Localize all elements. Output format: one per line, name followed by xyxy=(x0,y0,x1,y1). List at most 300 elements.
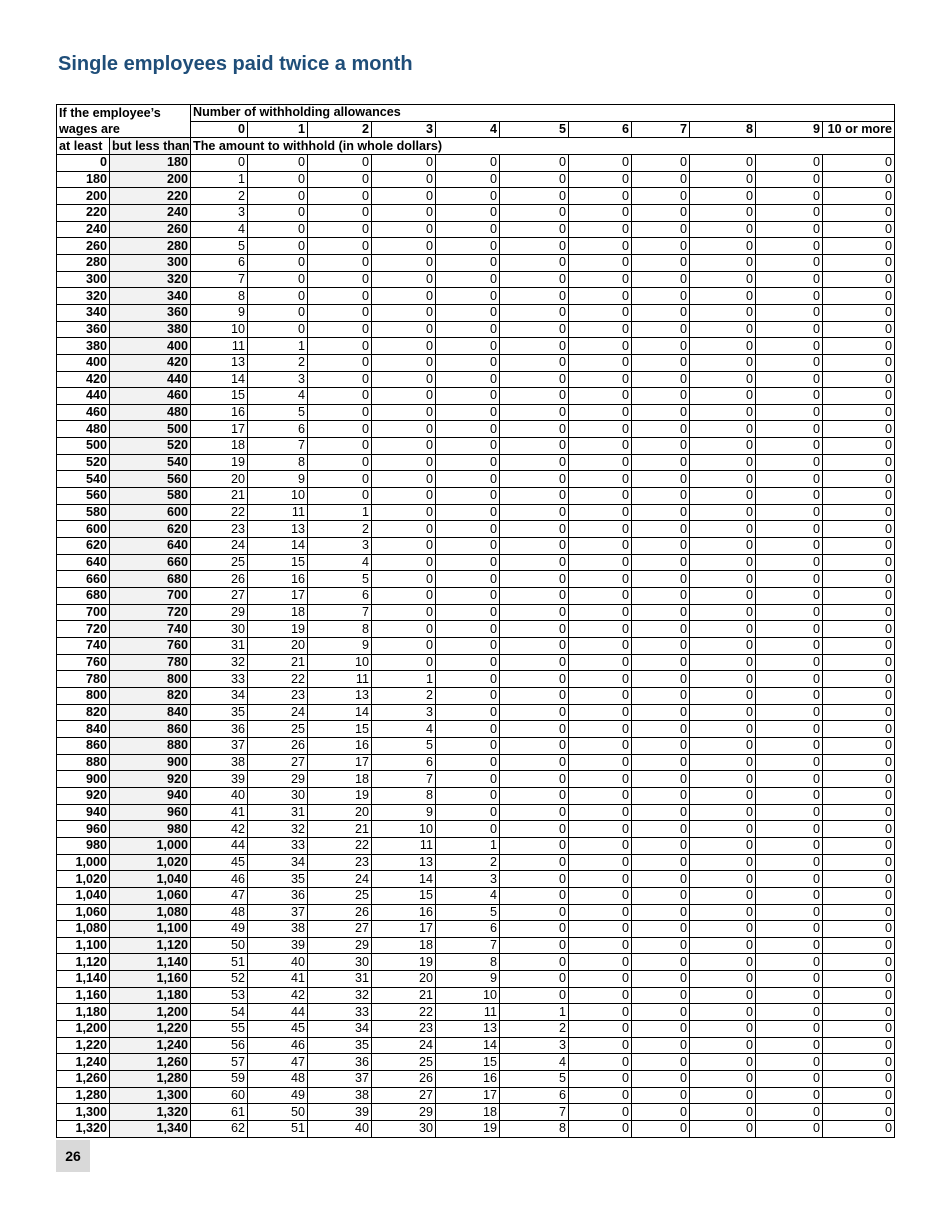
withholding-amount-cell: 0 xyxy=(690,971,756,988)
withholding-amount-cell: 0 xyxy=(690,171,756,188)
withholding-amount-cell: 0 xyxy=(756,254,823,271)
withholding-amount-cell: 0 xyxy=(569,1071,632,1088)
withholding-amount-cell: 0 xyxy=(436,754,500,771)
withholding-amount-cell: 6 xyxy=(436,921,500,938)
withholding-amount-cell: 39 xyxy=(308,1104,372,1121)
withholding-amount-cell: 0 xyxy=(569,171,632,188)
withholding-amount-cell: 0 xyxy=(823,1121,895,1138)
withholding-amount-cell: 0 xyxy=(690,1004,756,1021)
withholding-amount-cell: 36 xyxy=(248,887,308,904)
withholding-amount-cell: 0 xyxy=(690,271,756,288)
withholding-amount-cell: 0 xyxy=(500,854,569,871)
wage-less-than-cell: 300 xyxy=(110,254,191,271)
withholding-amount-cell: 38 xyxy=(248,921,308,938)
withholding-amount-cell: 0 xyxy=(690,554,756,571)
withholding-amount-cell: 7 xyxy=(248,438,308,455)
wage-at-least-cell: 1,200 xyxy=(57,1021,110,1038)
withholding-amount-cell: 47 xyxy=(191,887,248,904)
withholding-amount-cell: 0 xyxy=(632,937,690,954)
withholding-amount-cell: 0 xyxy=(756,771,823,788)
allowances-header: Number of withholding allowances xyxy=(191,105,895,122)
withholding-amount-cell: 0 xyxy=(248,188,308,205)
withholding-amount-cell: 17 xyxy=(191,421,248,438)
withholding-amount-cell: 2 xyxy=(248,354,308,371)
withholding-amount-cell: 36 xyxy=(308,1054,372,1071)
withholding-amount-cell: 25 xyxy=(372,1054,436,1071)
withholding-amount-cell: 13 xyxy=(372,854,436,871)
withholding-amount-cell: 0 xyxy=(823,204,895,221)
withholding-amount-cell: 9 xyxy=(436,971,500,988)
withholding-amount-cell: 0 xyxy=(569,571,632,588)
wage-at-least-cell: 440 xyxy=(57,388,110,405)
withholding-amount-cell: 21 xyxy=(372,987,436,1004)
withholding-amount-cell: 0 xyxy=(632,737,690,754)
withholding-amount-cell: 0 xyxy=(569,238,632,255)
withholding-amount-cell: 0 xyxy=(823,1037,895,1054)
withholding-amount-cell: 0 xyxy=(690,421,756,438)
withholding-amount-cell: 0 xyxy=(308,254,372,271)
withholding-amount-cell: 16 xyxy=(308,737,372,754)
withholding-amount-cell: 0 xyxy=(569,954,632,971)
withholding-amount-cell: 0 xyxy=(632,538,690,555)
withholding-amount-cell: 0 xyxy=(823,1021,895,1038)
withholding-amount-cell: 42 xyxy=(191,821,248,838)
amount-header: The amount to withhold (in whole dollars) xyxy=(191,138,895,155)
wage-at-least-cell: 180 xyxy=(57,171,110,188)
withholding-amount-cell: 17 xyxy=(248,588,308,605)
allowance-col-header: 9 xyxy=(756,121,823,138)
withholding-amount-cell: 0 xyxy=(372,304,436,321)
wage-at-least-cell: 480 xyxy=(57,421,110,438)
withholding-amount-cell: 0 xyxy=(632,154,690,171)
allowance-col-header: 4 xyxy=(436,121,500,138)
withholding-amount-cell: 6 xyxy=(248,421,308,438)
wage-less-than-cell: 240 xyxy=(110,204,191,221)
withholding-amount-cell: 0 xyxy=(823,621,895,638)
withholding-amount-cell: 0 xyxy=(756,438,823,455)
withholding-amount-cell: 0 xyxy=(436,737,500,754)
withholding-amount-cell: 0 xyxy=(569,604,632,621)
withholding-amount-cell: 7 xyxy=(500,1104,569,1121)
table-row xyxy=(57,1021,895,1038)
wage-less-than-cell: 1,040 xyxy=(110,871,191,888)
withholding-amount-cell: 0 xyxy=(632,1037,690,1054)
withholding-amount-cell: 0 xyxy=(632,704,690,721)
withholding-amount-cell: 0 xyxy=(500,654,569,671)
withholding-amount-cell: 4 xyxy=(500,1054,569,1071)
withholding-amount-cell: 0 xyxy=(632,171,690,188)
withholding-amount-cell: 33 xyxy=(248,837,308,854)
withholding-amount-cell: 44 xyxy=(248,1004,308,1021)
withholding-amount-cell: 0 xyxy=(690,954,756,971)
withholding-amount-cell: 3 xyxy=(500,1037,569,1054)
withholding-amount-cell: 0 xyxy=(823,438,895,455)
withholding-amount-cell: 0 xyxy=(823,421,895,438)
withholding-amount-cell: 0 xyxy=(372,238,436,255)
withholding-amount-cell: 25 xyxy=(248,721,308,738)
withholding-amount-cell: 0 xyxy=(823,471,895,488)
withholding-amount-cell: 0 xyxy=(632,671,690,688)
withholding-amount-cell: 0 xyxy=(690,254,756,271)
withholding-amount-cell: 0 xyxy=(690,621,756,638)
withholding-amount-cell: 13 xyxy=(436,1021,500,1038)
withholding-amount-cell: 0 xyxy=(690,354,756,371)
withholding-amount-cell: 0 xyxy=(500,238,569,255)
withholding-amount-cell: 0 xyxy=(756,521,823,538)
withholding-amount-cell: 0 xyxy=(500,971,569,988)
withholding-amount-cell: 14 xyxy=(372,871,436,888)
withholding-amount-cell: 0 xyxy=(500,221,569,238)
header-row-2 xyxy=(57,121,895,138)
withholding-amount-cell: 0 xyxy=(823,554,895,571)
allowance-col-header: 3 xyxy=(372,121,436,138)
withholding-amount-cell: 0 xyxy=(500,837,569,854)
withholding-amount-cell: 0 xyxy=(436,721,500,738)
allowance-col-header: 1 xyxy=(248,121,308,138)
withholding-amount-cell: 10 xyxy=(436,987,500,1004)
withholding-amount-cell: 0 xyxy=(569,671,632,688)
withholding-amount-cell: 57 xyxy=(191,1054,248,1071)
withholding-amount-cell: 0 xyxy=(690,1071,756,1088)
withholding-amount-cell: 0 xyxy=(756,1071,823,1088)
withholding-amount-cell: 0 xyxy=(823,221,895,238)
withholding-amount-cell: 0 xyxy=(690,987,756,1004)
withholding-amount-cell: 5 xyxy=(308,571,372,588)
withholding-amount-cell: 0 xyxy=(500,421,569,438)
withholding-amount-cell: 0 xyxy=(823,704,895,721)
withholding-amount-cell: 0 xyxy=(690,304,756,321)
wage-at-least-cell: 540 xyxy=(57,471,110,488)
withholding-amount-cell: 45 xyxy=(191,854,248,871)
withholding-amount-cell: 0 xyxy=(823,304,895,321)
withholding-amount-cell: 31 xyxy=(248,804,308,821)
table-row xyxy=(57,887,895,904)
withholding-amount-cell: 0 xyxy=(690,221,756,238)
withholding-amount-cell: 15 xyxy=(372,887,436,904)
withholding-amount-cell: 0 xyxy=(690,471,756,488)
withholding-amount-cell: 0 xyxy=(372,538,436,555)
withholding-amount-cell: 20 xyxy=(191,471,248,488)
withholding-amount-cell: 0 xyxy=(569,654,632,671)
withholding-amount-cell: 9 xyxy=(308,638,372,655)
withholding-amount-cell: 0 xyxy=(308,338,372,355)
wage-less-than-cell: 880 xyxy=(110,737,191,754)
withholding-amount-cell: 38 xyxy=(308,1087,372,1104)
withholding-amount-cell: 0 xyxy=(372,471,436,488)
withholding-amount-cell: 0 xyxy=(500,154,569,171)
withholding-amount-cell: 0 xyxy=(690,1021,756,1038)
withholding-amount-cell: 1 xyxy=(191,171,248,188)
but-less-than-header: but less than xyxy=(110,138,191,155)
wage-less-than-cell: 260 xyxy=(110,221,191,238)
wage-at-least-cell: 1,000 xyxy=(57,854,110,871)
withholding-amount-cell: 0 xyxy=(436,271,500,288)
withholding-amount-cell: 0 xyxy=(436,604,500,621)
withholding-amount-cell: 0 xyxy=(756,571,823,588)
withholding-amount-cell: 0 xyxy=(690,538,756,555)
withholding-amount-cell: 0 xyxy=(756,937,823,954)
withholding-amount-cell: 0 xyxy=(632,354,690,371)
withholding-amount-cell: 37 xyxy=(191,737,248,754)
withholding-amount-cell: 0 xyxy=(632,1121,690,1138)
withholding-amount-cell: 0 xyxy=(500,954,569,971)
withholding-amount-cell: 5 xyxy=(372,737,436,754)
withholding-amount-cell: 25 xyxy=(191,554,248,571)
withholding-amount-cell: 0 xyxy=(436,204,500,221)
withholding-amount-cell: 0 xyxy=(569,737,632,754)
wage-less-than-cell: 180 xyxy=(110,154,191,171)
withholding-amount-cell: 0 xyxy=(569,971,632,988)
withholding-amount-cell: 3 xyxy=(372,704,436,721)
table-row xyxy=(57,804,895,821)
withholding-amount-cell: 0 xyxy=(690,521,756,538)
withholding-amount-cell: 0 xyxy=(372,604,436,621)
withholding-amount-cell: 0 xyxy=(500,771,569,788)
wage-less-than-cell: 740 xyxy=(110,621,191,638)
withholding-amount-cell: 11 xyxy=(436,1004,500,1021)
wage-at-least-cell: 980 xyxy=(57,837,110,854)
withholding-amount-cell: 0 xyxy=(756,804,823,821)
withholding-amount-cell: 2 xyxy=(372,687,436,704)
withholding-amount-cell: 0 xyxy=(569,371,632,388)
withholding-amount-cell: 0 xyxy=(569,704,632,721)
withholding-amount-cell: 0 xyxy=(500,604,569,621)
withholding-amount-cell: 0 xyxy=(569,887,632,904)
withholding-amount-cell: 0 xyxy=(632,304,690,321)
withholding-amount-cell: 2 xyxy=(436,854,500,871)
withholding-amount-cell: 0 xyxy=(569,754,632,771)
withholding-amount-cell: 32 xyxy=(308,987,372,1004)
withholding-amount-cell: 39 xyxy=(248,937,308,954)
withholding-amount-cell: 0 xyxy=(823,971,895,988)
table-row xyxy=(57,188,895,205)
withholding-amount-cell: 0 xyxy=(569,721,632,738)
wage-less-than-cell: 500 xyxy=(110,421,191,438)
wage-at-least-cell: 700 xyxy=(57,604,110,621)
withholding-amount-cell: 0 xyxy=(632,204,690,221)
table-header xyxy=(57,105,895,155)
withholding-amount-cell: 3 xyxy=(436,871,500,888)
withholding-amount-cell: 0 xyxy=(436,304,500,321)
withholding-amount-cell: 0 xyxy=(823,354,895,371)
withholding-amount-cell: 0 xyxy=(756,1037,823,1054)
withholding-amount-cell: 3 xyxy=(248,371,308,388)
wage-at-least-cell: 1,140 xyxy=(57,971,110,988)
wage-at-least-cell: 1,320 xyxy=(57,1121,110,1138)
withholding-amount-cell: 0 xyxy=(436,821,500,838)
withholding-amount-cell: 0 xyxy=(372,504,436,521)
withholding-amount-cell: 0 xyxy=(569,687,632,704)
withholding-amount-cell: 8 xyxy=(248,454,308,471)
wage-at-least-cell: 600 xyxy=(57,521,110,538)
withholding-amount-cell: 0 xyxy=(569,854,632,871)
withholding-amount-cell: 0 xyxy=(569,588,632,605)
withholding-amount-cell: 0 xyxy=(632,787,690,804)
withholding-amount-cell: 0 xyxy=(756,154,823,171)
wage-at-least-cell: 560 xyxy=(57,488,110,505)
withholding-amount-cell: 0 xyxy=(308,154,372,171)
withholding-amount-cell: 8 xyxy=(191,288,248,305)
withholding-amount-cell: 0 xyxy=(500,721,569,738)
wage-at-least-cell: 1,160 xyxy=(57,987,110,1004)
table-row xyxy=(57,154,895,171)
withholding-amount-cell: 0 xyxy=(569,154,632,171)
withholding-amount-cell: 0 xyxy=(823,488,895,505)
withholding-amount-cell: 0 xyxy=(500,687,569,704)
withholding-amount-cell: 0 xyxy=(569,1037,632,1054)
withholding-amount-cell: 0 xyxy=(436,171,500,188)
wage-at-least-cell: 0 xyxy=(57,154,110,171)
withholding-amount-cell: 0 xyxy=(632,904,690,921)
withholding-amount-cell: 21 xyxy=(191,488,248,505)
withholding-amount-cell: 0 xyxy=(823,404,895,421)
withholding-amount-cell: 0 xyxy=(500,504,569,521)
withholding-amount-cell: 0 xyxy=(756,721,823,738)
withholding-amount-cell: 0 xyxy=(632,471,690,488)
withholding-amount-cell: 0 xyxy=(500,171,569,188)
withholding-amount-cell: 0 xyxy=(690,754,756,771)
withholding-amount-cell: 0 xyxy=(500,354,569,371)
withholding-amount-cell: 0 xyxy=(436,221,500,238)
wage-at-least-cell: 340 xyxy=(57,304,110,321)
withholding-amount-cell: 0 xyxy=(632,1021,690,1038)
withholding-amount-cell: 0 xyxy=(756,221,823,238)
withholding-amount-cell: 0 xyxy=(756,638,823,655)
withholding-amount-cell: 0 xyxy=(823,638,895,655)
withholding-amount-cell: 0 xyxy=(632,687,690,704)
withholding-amount-cell: 0 xyxy=(756,538,823,555)
withholding-amount-cell: 0 xyxy=(436,371,500,388)
withholding-amount-cell: 0 xyxy=(756,238,823,255)
wage-at-least-cell: 860 xyxy=(57,737,110,754)
withholding-amount-cell: 0 xyxy=(756,371,823,388)
withholding-amount-cell: 0 xyxy=(632,837,690,854)
withholding-amount-cell: 0 xyxy=(823,454,895,471)
wages-header-line2: wages are xyxy=(57,121,191,138)
withholding-amount-cell: 0 xyxy=(500,671,569,688)
wage-less-than-cell: 420 xyxy=(110,354,191,371)
withholding-amount-cell: 18 xyxy=(248,604,308,621)
wage-at-least-cell: 280 xyxy=(57,254,110,271)
table-row xyxy=(57,771,895,788)
withholding-amount-cell: 41 xyxy=(191,804,248,821)
withholding-amount-cell: 0 xyxy=(248,288,308,305)
withholding-amount-cell: 42 xyxy=(248,987,308,1004)
wage-less-than-cell: 1,080 xyxy=(110,904,191,921)
withholding-amount-cell: 31 xyxy=(191,638,248,655)
withholding-amount-cell: 0 xyxy=(756,604,823,621)
withholding-amount-cell: 23 xyxy=(372,1021,436,1038)
withholding-amount-cell: 0 xyxy=(569,354,632,371)
withholding-amount-cell: 7 xyxy=(191,271,248,288)
withholding-amount-cell: 0 xyxy=(569,904,632,921)
withholding-amount-cell: 0 xyxy=(569,404,632,421)
table-row xyxy=(57,604,895,621)
withholding-amount-cell: 2 xyxy=(500,1021,569,1038)
withholding-amount-cell: 0 xyxy=(823,571,895,588)
withholding-amount-cell: 0 xyxy=(823,871,895,888)
withholding-amount-cell: 0 xyxy=(823,1104,895,1121)
table-row xyxy=(57,338,895,355)
wage-at-least-cell: 220 xyxy=(57,204,110,221)
withholding-amount-cell: 21 xyxy=(248,654,308,671)
allowance-col-header: 5 xyxy=(500,121,569,138)
wage-at-least-cell: 620 xyxy=(57,538,110,555)
wage-at-least-cell: 460 xyxy=(57,404,110,421)
withholding-amount-cell: 0 xyxy=(756,837,823,854)
wage-at-least-cell: 1,040 xyxy=(57,887,110,904)
wage-at-least-cell: 920 xyxy=(57,787,110,804)
table-row xyxy=(57,571,895,588)
withholding-amount-cell: 0 xyxy=(500,338,569,355)
withholding-amount-cell: 0 xyxy=(569,1054,632,1071)
withholding-amount-cell: 10 xyxy=(372,821,436,838)
withholding-amount-cell: 0 xyxy=(500,787,569,804)
allowance-col-header: 2 xyxy=(308,121,372,138)
table-row xyxy=(57,438,895,455)
withholding-amount-cell: 0 xyxy=(690,504,756,521)
withholding-amount-cell: 0 xyxy=(500,921,569,938)
withholding-amount-cell: 0 xyxy=(569,638,632,655)
withholding-amount-cell: 0 xyxy=(436,804,500,821)
withholding-amount-cell: 0 xyxy=(308,471,372,488)
withholding-amount-cell: 0 xyxy=(690,704,756,721)
withholding-amount-cell: 0 xyxy=(632,271,690,288)
withholding-amount-cell: 0 xyxy=(690,454,756,471)
withholding-amount-cell: 0 xyxy=(690,804,756,821)
withholding-amount-cell: 11 xyxy=(308,671,372,688)
wage-at-least-cell: 380 xyxy=(57,338,110,355)
withholding-amount-cell: 0 xyxy=(632,921,690,938)
withholding-amount-cell: 0 xyxy=(436,338,500,355)
withholding-amount-cell: 6 xyxy=(308,588,372,605)
withholding-amount-cell: 0 xyxy=(500,488,569,505)
wage-at-least-cell: 900 xyxy=(57,771,110,788)
withholding-amount-cell: 0 xyxy=(436,638,500,655)
withholding-amount-cell: 24 xyxy=(372,1037,436,1054)
withholding-amount-cell: 0 xyxy=(436,321,500,338)
withholding-amount-cell: 0 xyxy=(632,1004,690,1021)
withholding-amount-cell: 0 xyxy=(823,1087,895,1104)
withholding-amount-cell: 0 xyxy=(500,188,569,205)
wage-less-than-cell: 580 xyxy=(110,488,191,505)
table-row xyxy=(57,554,895,571)
withholding-amount-cell: 0 xyxy=(500,804,569,821)
withholding-amount-cell: 0 xyxy=(690,154,756,171)
header-row-3 xyxy=(57,138,895,155)
withholding-amount-cell: 0 xyxy=(823,987,895,1004)
wage-at-least-cell: 1,060 xyxy=(57,904,110,921)
wage-less-than-cell: 960 xyxy=(110,804,191,821)
withholding-amount-cell: 0 xyxy=(823,937,895,954)
withholding-amount-cell: 0 xyxy=(756,188,823,205)
withholding-amount-cell: 0 xyxy=(823,1004,895,1021)
withholding-amount-cell: 0 xyxy=(632,221,690,238)
withholding-amount-cell: 0 xyxy=(632,638,690,655)
withholding-amount-cell: 0 xyxy=(569,204,632,221)
withholding-amount-cell: 22 xyxy=(372,1004,436,1021)
table-row xyxy=(57,1071,895,1088)
wage-less-than-cell: 620 xyxy=(110,521,191,538)
withholding-amount-cell: 0 xyxy=(756,321,823,338)
table-row xyxy=(57,371,895,388)
withholding-amount-cell: 35 xyxy=(248,871,308,888)
withholding-amount-cell: 0 xyxy=(756,1104,823,1121)
wage-less-than-cell: 1,120 xyxy=(110,937,191,954)
withholding-amount-cell: 0 xyxy=(436,154,500,171)
withholding-amount-cell: 0 xyxy=(436,288,500,305)
withholding-amount-cell: 0 xyxy=(632,438,690,455)
